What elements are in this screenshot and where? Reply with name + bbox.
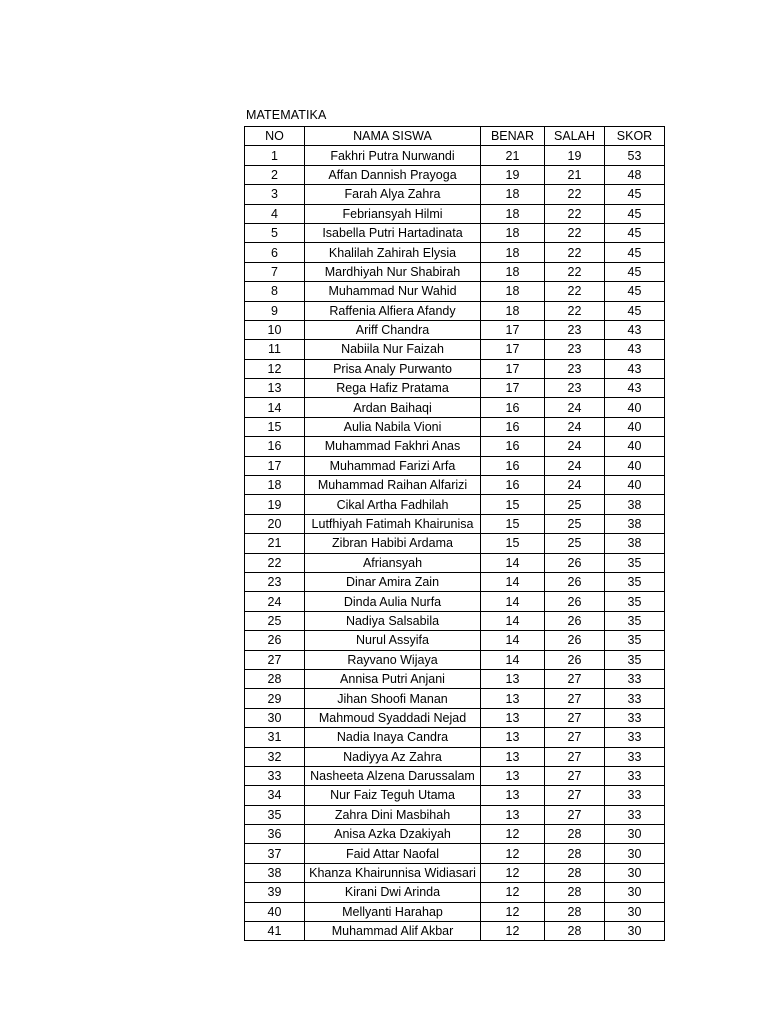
cell-no: 27 [245, 650, 305, 669]
cell-benar: 16 [481, 476, 545, 495]
cell-benar: 15 [481, 495, 545, 514]
cell-nama-siswa: Rega Hafiz Pratama [305, 379, 481, 398]
cell-skor: 33 [605, 669, 665, 688]
table-row [245, 476, 665, 495]
table-row [245, 592, 665, 611]
cell-skor: 40 [605, 476, 665, 495]
cell-skor: 45 [605, 301, 665, 320]
cell-nama-siswa: Ardan Baihaqi [305, 398, 481, 417]
table-row [245, 631, 665, 650]
cell-nama-siswa: Nur Faiz Teguh Utama [305, 786, 481, 805]
cell-no: 19 [245, 495, 305, 514]
cell-skor: 48 [605, 165, 665, 184]
cell-skor: 40 [605, 437, 665, 456]
cell-no: 10 [245, 320, 305, 339]
cell-skor: 35 [605, 572, 665, 591]
cell-salah: 22 [545, 262, 605, 281]
cell-no: 35 [245, 805, 305, 824]
cell-skor: 30 [605, 922, 665, 941]
cell-nama-siswa: Zahra Dini Masbihah [305, 805, 481, 824]
cell-benar: 18 [481, 301, 545, 320]
cell-nama-siswa: Faid Attar Naofal [305, 844, 481, 863]
cell-benar: 13 [481, 689, 545, 708]
cell-no: 26 [245, 631, 305, 650]
cell-no: 14 [245, 398, 305, 417]
cell-skor: 30 [605, 863, 665, 882]
cell-no: 16 [245, 437, 305, 456]
table-row [245, 398, 665, 417]
table-row [245, 514, 665, 533]
cell-skor: 40 [605, 398, 665, 417]
cell-benar: 18 [481, 262, 545, 281]
cell-no: 15 [245, 417, 305, 436]
cell-skor: 38 [605, 495, 665, 514]
cell-no: 41 [245, 922, 305, 941]
cell-skor: 40 [605, 456, 665, 475]
table-row [245, 379, 665, 398]
cell-benar: 13 [481, 728, 545, 747]
cell-nama-siswa: Zibran Habibi Ardama [305, 534, 481, 553]
cell-benar: 15 [481, 534, 545, 553]
table-row [245, 417, 665, 436]
cell-nama-siswa: Jihan Shoofi Manan [305, 689, 481, 708]
cell-nama-siswa: Lutfhiyah Fatimah Khairunisa [305, 514, 481, 533]
table-row [245, 708, 665, 727]
table-row [245, 805, 665, 824]
cell-no: 33 [245, 766, 305, 785]
cell-no: 38 [245, 863, 305, 882]
cell-no: 9 [245, 301, 305, 320]
cell-salah: 23 [545, 379, 605, 398]
table-row [245, 243, 665, 262]
cell-no: 31 [245, 728, 305, 747]
cell-benar: 17 [481, 379, 545, 398]
cell-salah: 27 [545, 689, 605, 708]
cell-skor: 33 [605, 766, 665, 785]
cell-salah: 26 [545, 592, 605, 611]
cell-skor: 30 [605, 825, 665, 844]
cell-benar: 14 [481, 553, 545, 572]
cell-no: 25 [245, 611, 305, 630]
cell-benar: 18 [481, 282, 545, 301]
cell-nama-siswa: Annisa Putri Anjani [305, 669, 481, 688]
table-row [245, 786, 665, 805]
cell-no: 2 [245, 165, 305, 184]
cell-salah: 28 [545, 863, 605, 882]
cell-no: 5 [245, 223, 305, 242]
cell-nama-siswa: Mardhiyah Nur Shabirah [305, 262, 481, 281]
cell-nama-siswa: Farah Alya Zahra [305, 185, 481, 204]
cell-skor: 43 [605, 359, 665, 378]
cell-skor: 43 [605, 340, 665, 359]
table-row [245, 844, 665, 863]
cell-salah: 27 [545, 669, 605, 688]
table-row [245, 223, 665, 242]
cell-benar: 13 [481, 766, 545, 785]
table-row [245, 165, 665, 184]
cell-benar: 14 [481, 650, 545, 669]
cell-benar: 18 [481, 185, 545, 204]
cell-nama-siswa: Muhammad Nur Wahid [305, 282, 481, 301]
cell-no: 13 [245, 379, 305, 398]
table-row [245, 146, 665, 165]
cell-nama-siswa: Isabella Putri Hartadinata [305, 223, 481, 242]
cell-nama-siswa: Ariff Chandra [305, 320, 481, 339]
cell-benar: 17 [481, 320, 545, 339]
cell-benar: 21 [481, 146, 545, 165]
cell-no: 28 [245, 669, 305, 688]
cell-nama-siswa: Muhammad Alif Akbar [305, 922, 481, 941]
cell-nama-siswa: Khanza Khairunnisa Widiasari [305, 863, 481, 882]
table-row [245, 204, 665, 223]
cell-nama-siswa: Rayvano Wijaya [305, 650, 481, 669]
cell-nama-siswa: Prisa Analy Purwanto [305, 359, 481, 378]
cell-skor: 45 [605, 262, 665, 281]
table-row [245, 534, 665, 553]
table-row [245, 456, 665, 475]
cell-salah: 26 [545, 650, 605, 669]
cell-skor: 45 [605, 204, 665, 223]
table-row [245, 747, 665, 766]
cell-benar: 13 [481, 805, 545, 824]
cell-no: 18 [245, 476, 305, 495]
cell-nama-siswa: Febriansyah Hilmi [305, 204, 481, 223]
sheet-title: MATEMATIKA [246, 108, 327, 122]
cell-skor: 35 [605, 631, 665, 650]
cell-nama-siswa: Mellyanti Harahap [305, 902, 481, 921]
cell-skor: 35 [605, 650, 665, 669]
cell-skor: 33 [605, 689, 665, 708]
cell-salah: 28 [545, 883, 605, 902]
cell-no: 30 [245, 708, 305, 727]
cell-no: 37 [245, 844, 305, 863]
cell-no: 4 [245, 204, 305, 223]
cell-nama-siswa: Kirani Dwi Arinda [305, 883, 481, 902]
cell-nama-siswa: Cikal Artha Fadhilah [305, 495, 481, 514]
cell-skor: 45 [605, 185, 665, 204]
cell-skor: 38 [605, 514, 665, 533]
cell-nama-siswa: Afriansyah [305, 553, 481, 572]
table-row [245, 766, 665, 785]
cell-salah: 27 [545, 786, 605, 805]
cell-nama-siswa: Nurul Assyifa [305, 631, 481, 650]
cell-benar: 14 [481, 631, 545, 650]
cell-skor: 35 [605, 592, 665, 611]
cell-nama-siswa: Raffenia Alfiera Afandy [305, 301, 481, 320]
cell-salah: 22 [545, 301, 605, 320]
cell-skor: 45 [605, 282, 665, 301]
cell-benar: 18 [481, 204, 545, 223]
table-row [245, 553, 665, 572]
table-row [245, 689, 665, 708]
cell-nama-siswa: Mahmoud Syaddadi Nejad [305, 708, 481, 727]
cell-benar: 12 [481, 825, 545, 844]
header-no: NO [245, 127, 305, 146]
cell-skor: 30 [605, 902, 665, 921]
cell-no: 21 [245, 534, 305, 553]
cell-salah: 22 [545, 204, 605, 223]
cell-benar: 16 [481, 417, 545, 436]
cell-nama-siswa: Muhammad Raihan Alfarizi [305, 476, 481, 495]
cell-no: 12 [245, 359, 305, 378]
cell-benar: 13 [481, 669, 545, 688]
cell-skor: 38 [605, 534, 665, 553]
cell-no: 32 [245, 747, 305, 766]
cell-benar: 13 [481, 708, 545, 727]
cell-no: 6 [245, 243, 305, 262]
cell-salah: 24 [545, 437, 605, 456]
cell-nama-siswa: Nadiyya Az Zahra [305, 747, 481, 766]
table-row [245, 572, 665, 591]
cell-benar: 12 [481, 922, 545, 941]
cell-salah: 27 [545, 728, 605, 747]
header-nama-siswa: NAMA SISWA [305, 127, 481, 146]
table-row [245, 320, 665, 339]
cell-salah: 19 [545, 146, 605, 165]
cell-salah: 26 [545, 553, 605, 572]
cell-salah: 28 [545, 825, 605, 844]
cell-skor: 43 [605, 379, 665, 398]
table-row [245, 340, 665, 359]
cell-no: 8 [245, 282, 305, 301]
cell-skor: 43 [605, 320, 665, 339]
cell-salah: 25 [545, 495, 605, 514]
cell-skor: 33 [605, 728, 665, 747]
cell-nama-siswa: Muhammad Fakhri Anas [305, 437, 481, 456]
table-row [245, 728, 665, 747]
cell-benar: 16 [481, 437, 545, 456]
cell-benar: 12 [481, 883, 545, 902]
cell-skor: 40 [605, 417, 665, 436]
cell-salah: 22 [545, 185, 605, 204]
cell-skor: 30 [605, 844, 665, 863]
cell-nama-siswa: Aulia Nabila Vioni [305, 417, 481, 436]
cell-no: 1 [245, 146, 305, 165]
cell-salah: 23 [545, 320, 605, 339]
cell-skor: 33 [605, 708, 665, 727]
cell-salah: 24 [545, 476, 605, 495]
cell-benar: 16 [481, 398, 545, 417]
table-row [245, 669, 665, 688]
table-row [245, 282, 665, 301]
cell-benar: 15 [481, 514, 545, 533]
cell-salah: 28 [545, 844, 605, 863]
cell-salah: 23 [545, 359, 605, 378]
cell-skor: 53 [605, 146, 665, 165]
score-table [244, 126, 665, 941]
table-body [245, 146, 665, 941]
cell-benar: 13 [481, 786, 545, 805]
cell-benar: 12 [481, 863, 545, 882]
cell-nama-siswa: Khalilah Zahirah Elysia [305, 243, 481, 262]
cell-benar: 17 [481, 359, 545, 378]
cell-no: 34 [245, 786, 305, 805]
table-row [245, 863, 665, 882]
cell-no: 40 [245, 902, 305, 921]
cell-nama-siswa: Dinda Aulia Nurfa [305, 592, 481, 611]
cell-nama-siswa: Nadiya Salsabila [305, 611, 481, 630]
cell-salah: 24 [545, 417, 605, 436]
cell-benar: 14 [481, 611, 545, 630]
header-salah: SALAH [545, 127, 605, 146]
cell-no: 29 [245, 689, 305, 708]
cell-salah: 27 [545, 766, 605, 785]
cell-no: 20 [245, 514, 305, 533]
cell-no: 17 [245, 456, 305, 475]
cell-benar: 14 [481, 592, 545, 611]
cell-salah: 21 [545, 165, 605, 184]
cell-nama-siswa: Nadia Inaya Candra [305, 728, 481, 747]
cell-salah: 28 [545, 922, 605, 941]
cell-no: 36 [245, 825, 305, 844]
cell-salah: 24 [545, 398, 605, 417]
cell-benar: 19 [481, 165, 545, 184]
header-benar: BENAR [481, 127, 545, 146]
cell-no: 24 [245, 592, 305, 611]
table-row [245, 902, 665, 921]
cell-salah: 26 [545, 611, 605, 630]
cell-salah: 27 [545, 805, 605, 824]
cell-skor: 45 [605, 243, 665, 262]
cell-skor: 33 [605, 786, 665, 805]
cell-skor: 35 [605, 611, 665, 630]
cell-benar: 16 [481, 456, 545, 475]
cell-salah: 22 [545, 243, 605, 262]
cell-no: 23 [245, 572, 305, 591]
table-row [245, 825, 665, 844]
cell-benar: 18 [481, 223, 545, 242]
cell-nama-siswa: Nabiila Nur Faizah [305, 340, 481, 359]
cell-benar: 18 [481, 243, 545, 262]
cell-salah: 22 [545, 282, 605, 301]
cell-no: 22 [245, 553, 305, 572]
cell-salah: 25 [545, 534, 605, 553]
header-skor: SKOR [605, 127, 665, 146]
cell-salah: 22 [545, 223, 605, 242]
cell-benar: 12 [481, 902, 545, 921]
table-row [245, 611, 665, 630]
table-row [245, 437, 665, 456]
cell-salah: 26 [545, 572, 605, 591]
table-row [245, 185, 665, 204]
table-row [245, 922, 665, 941]
cell-benar: 12 [481, 844, 545, 863]
cell-salah: 26 [545, 631, 605, 650]
cell-nama-siswa: Anisa Azka Dzakiyah [305, 825, 481, 844]
cell-no: 39 [245, 883, 305, 902]
cell-nama-siswa: Muhammad Farizi Arfa [305, 456, 481, 475]
cell-skor: 45 [605, 223, 665, 242]
cell-skor: 33 [605, 747, 665, 766]
cell-benar: 14 [481, 572, 545, 591]
cell-nama-siswa: Nasheeta Alzena Darussalam [305, 766, 481, 785]
cell-nama-siswa: Affan Dannish Prayoga [305, 165, 481, 184]
cell-skor: 30 [605, 883, 665, 902]
cell-salah: 24 [545, 456, 605, 475]
table-row [245, 495, 665, 514]
cell-no: 3 [245, 185, 305, 204]
cell-nama-siswa: Fakhri Putra Nurwandi [305, 146, 481, 165]
table-row [245, 262, 665, 281]
cell-salah: 27 [545, 708, 605, 727]
cell-benar: 13 [481, 747, 545, 766]
table-row [245, 301, 665, 320]
table-row [245, 883, 665, 902]
cell-no: 11 [245, 340, 305, 359]
cell-nama-siswa: Dinar Amira Zain [305, 572, 481, 591]
cell-salah: 28 [545, 902, 605, 921]
cell-no: 7 [245, 262, 305, 281]
cell-salah: 23 [545, 340, 605, 359]
table-row [245, 359, 665, 378]
table-row [245, 650, 665, 669]
cell-salah: 25 [545, 514, 605, 533]
table-header-row [245, 127, 665, 146]
cell-skor: 35 [605, 553, 665, 572]
cell-benar: 17 [481, 340, 545, 359]
cell-skor: 33 [605, 805, 665, 824]
cell-salah: 27 [545, 747, 605, 766]
